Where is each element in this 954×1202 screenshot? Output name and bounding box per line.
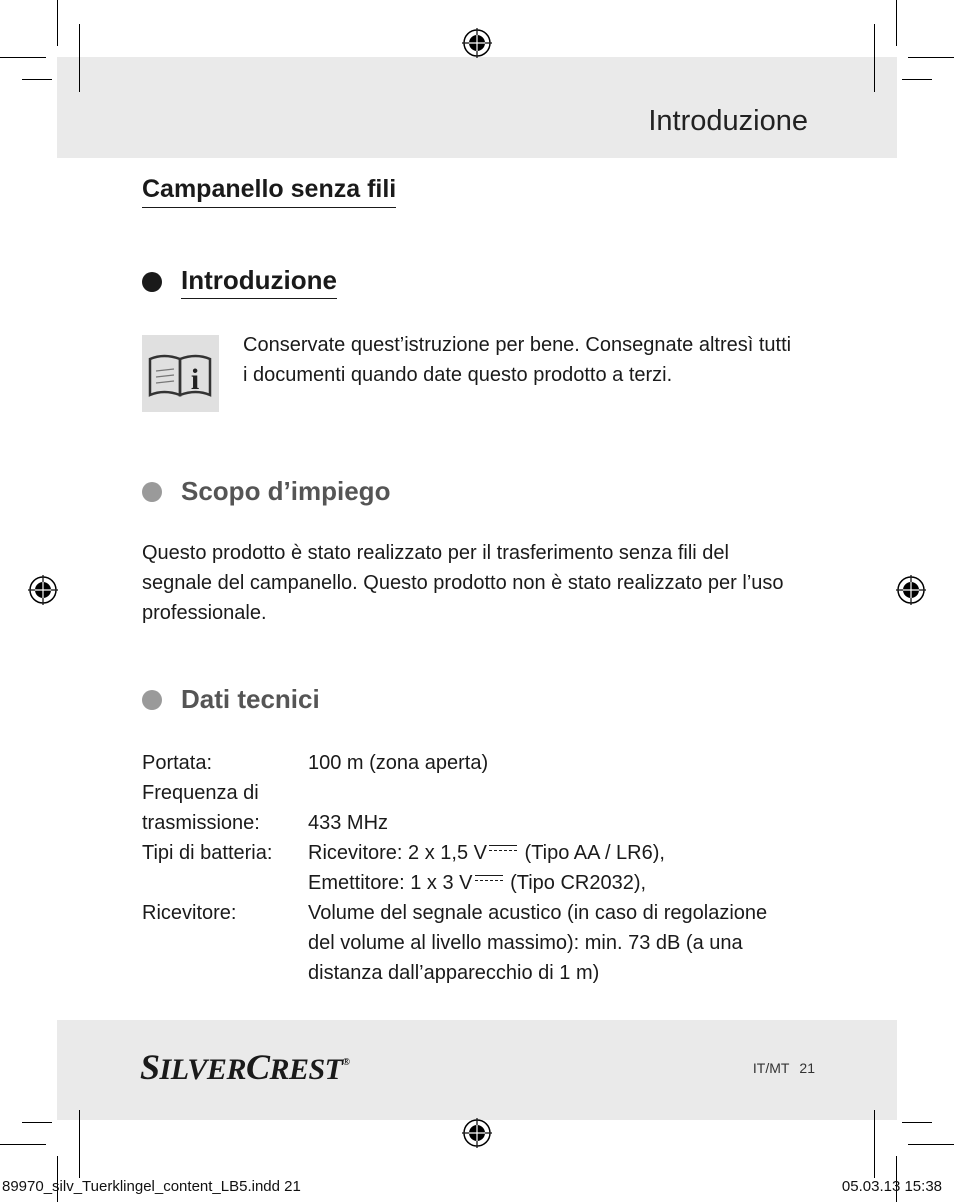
- crop-mark: [22, 79, 52, 80]
- spec-row-frequency-cont: [142, 808, 828, 838]
- crop-mark: [0, 57, 46, 58]
- spec-value: [308, 898, 828, 988]
- spec-table: [142, 748, 828, 988]
- crop-mark: [908, 1144, 954, 1145]
- text-line: Conservate quest’istruzione per bene. Consegnate altresì tutti: [243, 334, 792, 356]
- svg-text:i: i: [190, 363, 200, 396]
- info-book-icon: [142, 335, 219, 412]
- registration-mark-icon: [462, 28, 492, 58]
- battery-receiver-text: Ricevitore: 2 x 1,5 V: [308, 842, 487, 864]
- text-line: professionale.: [142, 602, 267, 624]
- spec-label: Portata:: [142, 752, 213, 774]
- spec-label: Ricevitore:: [142, 902, 237, 924]
- spec-value: 100 m (zona aperta): [308, 752, 489, 774]
- page-number-value: 21: [799, 1060, 815, 1076]
- section-title: Introduzione: [181, 265, 337, 299]
- text-line: del volume al livello massimo): min. 73 dB (a una: [308, 932, 743, 954]
- section-heading-purpose: [142, 476, 390, 507]
- bullet-icon: [142, 272, 162, 292]
- dc-symbol-icon: [489, 845, 517, 856]
- crop-mark: [874, 1110, 875, 1178]
- region-code: IT/MT: [752, 1060, 790, 1076]
- battery-sender-type: (Tipo CR2032),: [510, 872, 647, 894]
- header-title: Introduzione: [648, 105, 808, 137]
- page-number: [753, 1060, 815, 1076]
- battery-sender-text: Emettitore: 1 x 3 V: [308, 872, 473, 894]
- section-heading-specs: [142, 684, 320, 715]
- spec-label: Tipi di batteria:: [142, 842, 273, 864]
- spec-row-frequency: [142, 778, 828, 808]
- page-title: Campanello senza fili: [142, 175, 396, 208]
- crop-mark: [902, 1122, 932, 1123]
- crop-mark: [896, 0, 897, 46]
- intro-paragraph: [243, 330, 791, 390]
- section-title: Scopo d’impiego: [181, 476, 391, 506]
- spec-value-empty: [308, 778, 828, 808]
- spec-value: 433 MHz: [308, 812, 389, 834]
- registration-mark-icon: [28, 575, 58, 605]
- purpose-paragraph: [142, 538, 784, 628]
- bullet-icon: [142, 482, 162, 502]
- registration-mark-icon: [462, 1118, 492, 1148]
- spec-value: [308, 838, 828, 868]
- silvercrest-logo: SILVERCREST®: [140, 1047, 350, 1087]
- text-line: i documenti quando date questo prodotto a terzi.: [243, 364, 673, 386]
- print-date-info: 05.03.13 15:38: [841, 1178, 942, 1195]
- bullet-icon: [142, 690, 162, 710]
- registration-mark-icon: [896, 575, 926, 605]
- spec-label: trasmissione:: [142, 812, 260, 834]
- battery-receiver-type: (Tipo AA / LR6),: [524, 842, 665, 864]
- spec-value: [308, 868, 828, 898]
- spec-label-empty: [142, 868, 308, 898]
- print-file-info: 89970_silv_Tuerklingel_content_LB5.indd 21: [2, 1178, 301, 1195]
- text-line: Questo prodotto è stato realizzato per il trasferimento senza fili del: [142, 542, 729, 564]
- crop-mark: [22, 1122, 52, 1123]
- spec-row-range: [142, 748, 828, 778]
- crop-mark: [908, 57, 954, 58]
- crop-mark: [79, 1110, 80, 1178]
- text-line: segnale del campanello. Questo prodotto non è stato realizzato per l’uso: [142, 572, 784, 594]
- section-heading-intro: [142, 265, 337, 299]
- text-line: Volume del segnale acustico (in caso di regolazione: [308, 902, 768, 924]
- spec-label: Frequenza di: [142, 782, 259, 804]
- section-title: Dati tecnici: [181, 684, 320, 714]
- crop-mark: [0, 1144, 46, 1145]
- crop-mark: [79, 24, 80, 92]
- text-line: distanza dall’apparecchio di 1 m): [308, 962, 600, 984]
- dc-symbol-icon: [475, 875, 503, 886]
- spec-row-battery-cont: [142, 868, 828, 898]
- crop-mark: [57, 0, 58, 46]
- crop-mark: [874, 24, 875, 92]
- spec-row-battery: [142, 838, 828, 868]
- spec-row-receiver: [142, 898, 828, 988]
- crop-mark: [902, 79, 932, 80]
